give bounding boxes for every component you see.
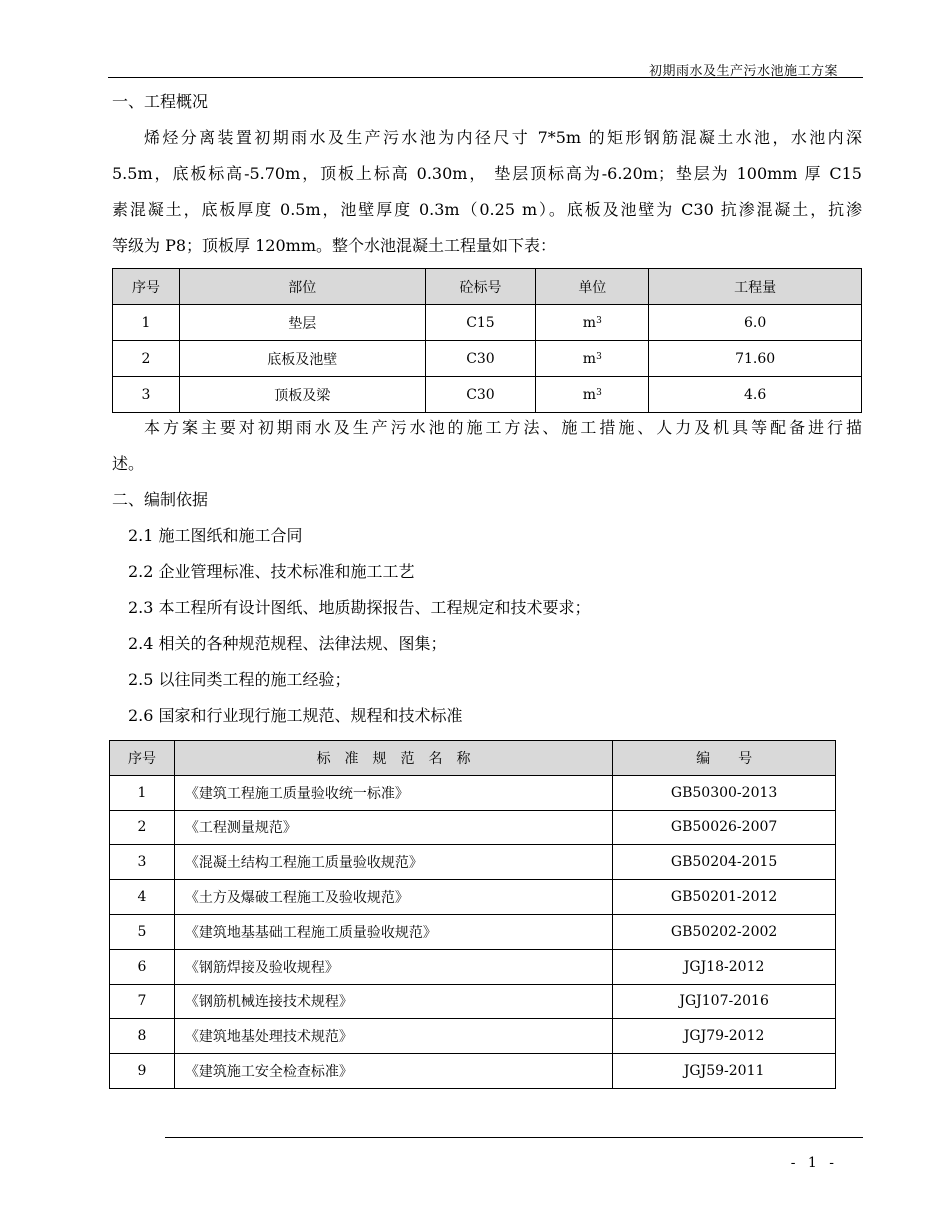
standards-table [109,740,836,1089]
table-row [110,845,836,880]
cell-no: 3 [110,845,175,880]
section-1-continued [112,410,862,734]
table-header-row [110,741,836,776]
table-row [113,305,862,341]
cell-qty: 4.6 [649,377,862,413]
table-row [110,810,836,845]
unit-text: m [582,350,597,367]
table-row [113,377,862,413]
cell-name: 《工程测量规范》 [174,810,612,845]
cell-code: JGJ107-2016 [613,984,836,1019]
table-row [110,949,836,984]
concrete-quantity-table [112,268,862,413]
cell-name: 《建筑地基处理技术规范》 [174,1019,612,1054]
header-cell: 标 准 规 范 名 称 [174,741,612,776]
cell-unit [536,305,649,341]
unit-text: m [582,314,597,331]
table-row [113,341,862,377]
cell-code: GB50201-2012 [613,880,836,915]
cell-part: 底板及池壁 [179,341,425,377]
table-row [110,775,836,810]
cell-no: 2 [113,341,180,377]
table-row [110,1054,836,1089]
list-item: 2.2 企业管理标准、技术标准和施工工艺 [128,562,415,581]
section-1-paragraph-2 [112,410,862,482]
paragraph-line: 述。 [112,454,145,473]
cell-part: 垫层 [179,305,425,341]
list-item: 2.6 国家和行业现行施工规范、规程和技术标准 [128,706,463,725]
cell-grade: C30 [425,341,536,377]
basis-list [112,518,862,734]
cell-name: 《建筑地基基础工程施工质量验收规范》 [174,914,612,949]
cell-no: 4 [110,880,175,915]
section-2-heading: 二、编制依据 [112,490,209,509]
page-header-title: 初期雨水及生产污水池施工方案 [648,64,838,79]
header-cell: 序号 [113,269,180,305]
table-row [110,1019,836,1054]
cell-code: GB50202-2002 [613,914,836,949]
cell-no: 5 [110,914,175,949]
cell-name: 《建筑工程施工质量验收统一标准》 [174,775,612,810]
header-cell: 工程量 [649,269,862,305]
paragraph-line: 烯烃分离装置初期雨水及生产污水池为内径尺寸 7*5m 的矩形钢筋混凝土水池，水池内深 [144,128,862,147]
cell-code: GB50204-2015 [613,845,836,880]
table-header-row [113,269,862,305]
cell-unit [536,341,649,377]
cell-unit [536,377,649,413]
cell-no: 2 [110,810,175,845]
cell-code: JGJ18-2012 [613,949,836,984]
header-cell: 序号 [110,741,175,776]
unit-superscript: 3 [596,351,602,362]
cell-no: 6 [110,949,175,984]
cell-code: JGJ79-2012 [613,1019,836,1054]
cell-name: 《钢筋焊接及验收规程》 [174,949,612,984]
page-number: - 1 - [790,1155,838,1171]
header-rule [108,77,863,78]
section-1-heading: 一、工程概况 [112,92,209,111]
cell-code: JGJ59-2011 [613,1054,836,1089]
list-item: 2.3 本工程所有设计图纸、地质勘探报告、工程规定和技术要求； [128,598,591,617]
table-row [110,984,836,1019]
list-item: 2.1 施工图纸和施工合同 [128,526,303,545]
cell-no: 9 [110,1054,175,1089]
table-row [110,880,836,915]
unit-superscript: 3 [596,387,602,398]
cell-no: 1 [110,775,175,810]
paragraph-line: 本方案主要对初期雨水及生产污水池的施工方法、施工措施、人力及机具等配备进行描 [144,418,862,437]
cell-code: GB50026-2007 [613,810,836,845]
cell-qty: 6.0 [649,305,862,341]
cell-name: 《土方及爆破工程施工及验收规范》 [174,880,612,915]
paragraph-line: 5.5m，底板标高-5.70m，顶板上标高 0.30m， 垫层顶标高为-6.20m；垫层为 100mm 厚 C15 [112,164,862,183]
table-row [110,914,836,949]
section-1-paragraph-1 [112,120,862,264]
cell-part: 顶板及梁 [179,377,425,413]
cell-qty: 71.60 [649,341,862,377]
list-item: 2.5 以往同类工程的施工经验； [128,670,351,689]
cell-name: 《钢筋机械连接技术规程》 [174,984,612,1019]
paragraph-line: 素混凝土，底板厚度 0.5m，池壁厚度 0.3m（0.25 m）。底板及池壁为 C30 抗渗混凝土，抗渗 [112,200,862,219]
cell-grade: C15 [425,305,536,341]
cell-name: 《建筑施工安全检查标准》 [174,1054,612,1089]
header-cell: 砼标号 [425,269,536,305]
list-item: 2.4 相关的各种规范规程、法律法规、图集； [128,634,447,653]
cell-name: 《混凝土结构工程施工质量验收规范》 [174,845,612,880]
section-1 [112,84,862,264]
header-cell: 编 号 [613,741,836,776]
cell-no: 3 [113,377,180,413]
footer-rule [165,1137,863,1138]
cell-no: 8 [110,1019,175,1054]
header-cell: 部位 [179,269,425,305]
cell-no: 1 [113,305,180,341]
cell-no: 7 [110,984,175,1019]
unit-text: m [582,386,597,403]
paragraph-line: 等级为 P8；顶板厚 120mm。整个水池混凝土工程量如下表： [112,236,557,255]
header-cell: 单位 [536,269,649,305]
unit-superscript: 3 [596,315,602,326]
cell-grade: C30 [425,377,536,413]
cell-code: GB50300-2013 [613,775,836,810]
